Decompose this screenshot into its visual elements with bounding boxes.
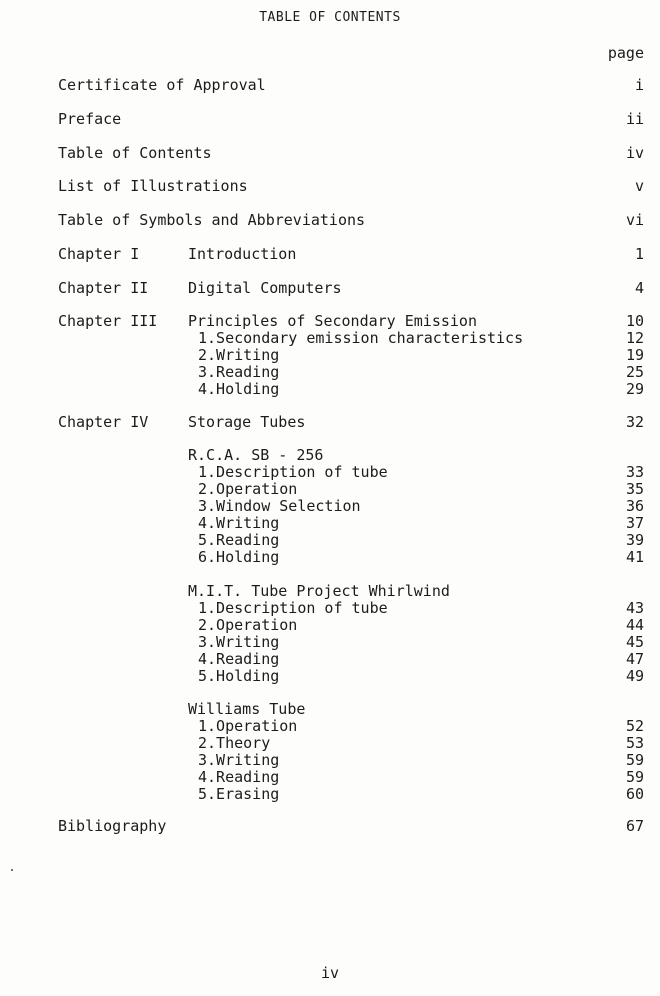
toc-entry-label: Certificate of Approval [58,76,266,94]
toc-entry-page: vi [625,211,644,229]
toc-entry-page: 67 [625,817,644,835]
subsection-page: 37 [625,514,644,532]
toc-entry-page: ii [625,110,644,128]
subsection-label: 2.Writing [198,346,280,364]
chapter-title: Digital Computers [188,279,342,297]
scan-speck [11,869,13,871]
subsection-label: 2.Operation [198,480,298,498]
subsection-label: 3.Writing [198,751,280,769]
toc-entry-label: List of Illustrations [58,177,248,195]
subsection-page: 25 [625,363,644,381]
subsection-page: 35 [625,480,644,498]
subsection-label: 3.Window Selection [198,497,361,515]
chapter-page: 32 [625,413,644,431]
subsection-label: 1.Operation [198,717,298,735]
subsection-page: 49 [625,667,644,685]
toc-entry-page: iv [625,144,644,162]
subsection-label: 4.Writing [198,514,280,532]
subsection-page: 43 [625,599,644,617]
subsection-page: 33 [625,463,644,481]
chapter-title: Principles of Secondary Emission [188,312,477,330]
subsection-label: 5.Holding [198,667,280,685]
subsection-page: 60 [625,785,644,803]
group-heading: R.C.A. SB - 256 [188,446,324,464]
page-column-header: page [607,44,644,62]
subsection-label: 5.Erasing [198,785,280,803]
subsection-label: 3.Reading [198,363,280,381]
subsection-page: 45 [625,633,644,651]
subsection-page: 36 [625,497,644,515]
subsection-label: 2.Theory [198,734,271,752]
toc-entry-label: Table of Contents [58,144,212,162]
chapter-label: Chapter I [58,245,140,263]
toc-entry-label: Bibliography [58,817,167,835]
subsection-label: 5.Reading [198,531,280,549]
subsection-label: 4.Reading [198,768,280,786]
subsection-label: 1.Secondary emission characteristics [198,329,524,347]
group-heading: Williams Tube [188,700,306,718]
subsection-page: 29 [625,380,644,398]
group-heading: M.I.T. Tube Project Whirlwind [188,582,450,600]
page-number: iv [320,964,340,982]
toc-entry-label: Table of Symbols and Abbreviations [58,211,366,229]
subsection-page: 12 [625,329,644,347]
chapter-label: Chapter IV [58,413,149,431]
chapter-title: Introduction [188,245,297,263]
subsection-label: 4.Reading [198,650,280,668]
chapter-page: 10 [625,312,644,330]
subsection-page: 44 [625,616,644,634]
subsection-page: 53 [625,734,644,752]
chapter-label: Chapter II [58,279,149,297]
subsection-page: 52 [625,717,644,735]
chapter-label: Chapter III [58,312,158,330]
chapter-title: Storage Tubes [188,413,306,431]
subsection-label: 3.Writing [198,633,280,651]
page-title: TABLE OF CONTENTS [259,10,401,25]
subsection-label: 1.Description of tube [198,599,388,617]
subsection-page: 19 [625,346,644,364]
subsection-label: 6.Holding [198,548,280,566]
subsection-page: 59 [625,751,644,769]
toc-entry-label: Preface [58,110,122,128]
subsection-label: 1.Description of tube [198,463,388,481]
subsection-page: 41 [625,548,644,566]
toc-entry-page: v [634,177,644,195]
subsection-page: 59 [625,768,644,786]
toc-entry-page: i [634,76,644,94]
subsection-page: 39 [625,531,644,549]
chapter-page: 4 [634,279,644,297]
subsection-label: 2.Operation [198,616,298,634]
chapter-page: 1 [634,245,644,263]
subsection-page: 47 [625,650,644,668]
subsection-label: 4.Holding [198,380,280,398]
